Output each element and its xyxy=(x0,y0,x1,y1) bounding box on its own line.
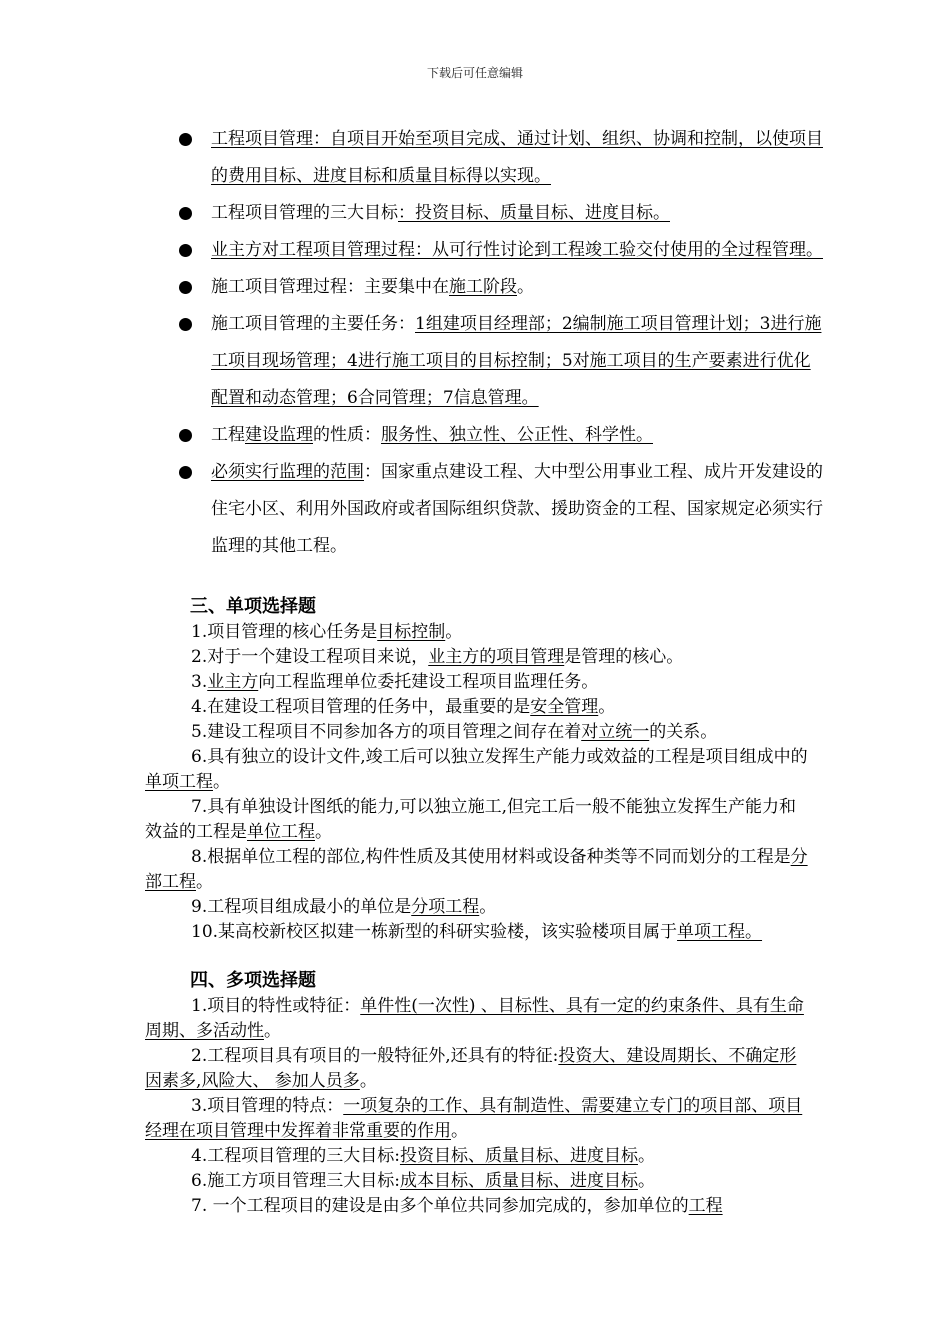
bullet-list xyxy=(177,121,827,565)
underlined-text: 投资目标、质量目标、进度目标 xyxy=(399,1146,638,1166)
text-run: 工程项目管理的三大目标 xyxy=(211,203,398,223)
text-run: 施工项目管理的主要任务： xyxy=(211,314,415,334)
underlined-text: 单项工程。 xyxy=(677,922,763,942)
question-item xyxy=(145,645,810,670)
underlined-text: 目标控制 xyxy=(377,622,446,642)
question-item xyxy=(145,1194,810,1219)
bullet-dot-icon xyxy=(179,281,192,294)
question-item xyxy=(145,1094,810,1144)
question-item xyxy=(145,745,810,795)
question-item xyxy=(145,1169,810,1194)
text-run: 3.项目管理的特点： xyxy=(191,1096,344,1116)
text-run: 7.具有单独设计图纸的能力,可以独立施工,但完工后一般不能独立发挥生产能力和效益的工程是 xyxy=(145,797,797,842)
underlined-text: 业主方 xyxy=(207,672,259,692)
text-run: 。 xyxy=(637,1171,655,1191)
underlined-text: 成本目标、质量目标、进度目标 xyxy=(399,1171,638,1191)
text-run: 。 xyxy=(637,1146,655,1166)
text-run: 。 xyxy=(451,1121,468,1141)
section-title: 四、多项选择题 xyxy=(190,970,316,991)
text-run: 7. 一个工程项目的建设是由多个单位共同参加完成的，参加单位的 xyxy=(191,1196,689,1216)
text-run: 施工项目管理过程：主要集中在 xyxy=(211,277,449,297)
question-item xyxy=(145,695,810,720)
bullet-item xyxy=(177,417,827,454)
underlined-text: 业主方的项目管理 xyxy=(428,647,565,667)
section-multiple-choice xyxy=(145,967,810,1219)
section-single-choice xyxy=(145,593,810,945)
bullet-item xyxy=(177,232,827,269)
underlined-text: 对立统一 xyxy=(581,722,650,742)
question-item xyxy=(145,920,810,945)
underlined-text: 1组建项目经理部；2编制施工项目管理计划；3进行施工项目现场管理；4进行施工项目的目标控制；5对施工项目的生产要素进行优化配置和动态管理；6合同管理；7信息管理。 xyxy=(211,314,822,408)
text-run: 10.某高校新校区拟建一栋新型的科研实验楼，该实验楼项目属于 xyxy=(191,922,678,942)
bullet-dot-icon xyxy=(179,207,192,220)
question-item xyxy=(145,994,810,1044)
text-run: 。 xyxy=(598,697,616,717)
question-item xyxy=(145,845,810,895)
section-title: 三、单项选择题 xyxy=(190,596,316,617)
question-item xyxy=(145,795,810,845)
bullet-dot-icon xyxy=(179,318,192,331)
bullet-item xyxy=(177,269,827,306)
text-run: 6.具有独立的设计文件,竣工后可以独立发挥生产能力或效益的工程是项目组成中的 xyxy=(191,747,808,767)
bullet-dot-icon xyxy=(179,429,192,442)
text-run: 9.工程项目组成最小的单位是 xyxy=(191,897,412,917)
underlined-text: 投资大、建设周期长、不确定形因素多,风险大、 参加人员多 xyxy=(145,1046,797,1091)
text-run: 。 xyxy=(359,1071,377,1091)
bullet-dot-icon xyxy=(179,244,192,257)
question-item xyxy=(145,1144,810,1169)
page-header: 下载后可任意编辑 xyxy=(426,66,523,80)
text-run: 1.项目的特性或特征： xyxy=(191,996,361,1016)
text-run: 5.建设工程项目不同参加各方的项目管理之间存在着 xyxy=(191,722,582,742)
text-run: 3. xyxy=(191,672,208,692)
text-run: 。 xyxy=(264,1021,281,1041)
text-run: 。 xyxy=(479,897,497,917)
question-item xyxy=(145,620,810,645)
bullet-dot-icon xyxy=(179,133,192,146)
bullet-item xyxy=(177,195,827,232)
underlined-text: ：投资目标、质量目标、进度目标。 xyxy=(398,203,670,223)
text-run: 1.项目管理的核心任务是 xyxy=(191,622,378,642)
text-run: 。 xyxy=(196,872,213,892)
question-item xyxy=(145,895,810,920)
underlined-text: 必须实行监理的范围 xyxy=(211,462,364,482)
underlined-text: 业主方对工程项目管理过程：从可行性讨论到工程竣工验交付使用的全过程管理。 xyxy=(211,240,823,260)
underlined-text: 分部工程 xyxy=(145,847,808,892)
underlined-text: 单项工程 xyxy=(145,772,213,792)
text-run: 8.根据单位工程的部位,构件性质及其使用材料或设备种类等不同而划分的工程是 xyxy=(191,847,791,867)
text-run: 2.对于一个建设工程项目来说， xyxy=(191,647,429,667)
underlined-text: 工程项目管理：自项目开始至项目完成、通过计划、组织、协调和控制，以使项目的费用目标、进度目标和质量目标得以实现。 xyxy=(211,129,823,186)
underlined-text: 工程 xyxy=(688,1196,723,1216)
text-run: 4.在建设工程项目管理的任务中，最重要的是 xyxy=(191,697,531,717)
text-run: 工程 xyxy=(211,425,245,445)
text-run: 。 xyxy=(213,772,230,792)
bullet-item xyxy=(177,306,827,417)
text-run: 的关系。 xyxy=(649,722,718,742)
underlined-text: 安全管理 xyxy=(530,697,599,717)
underlined-text: 服务性、独立性、公正性、科学性。 xyxy=(381,425,653,445)
underlined-text: 单位工程 xyxy=(247,822,315,842)
question-item xyxy=(145,670,810,695)
text-run: 。 xyxy=(517,277,534,297)
underlined-text: 分项工程 xyxy=(411,897,480,917)
underlined-text: 建设监理 xyxy=(245,425,313,445)
text-run: 向工程监理单位委托建设工程项目监理任务。 xyxy=(258,672,599,692)
bullet-dot-icon xyxy=(179,466,192,479)
underlined-text: 施工阶段 xyxy=(449,277,517,297)
text-run: 。 xyxy=(445,622,463,642)
text-run: ：国家重点建设工程、大中型公用事业工程、成片开发建设的住宅小区、利用外国政府或者国际组织贷款、援助资金的工程、国家规定必须实行监理的其他工程。 xyxy=(211,462,823,556)
question-item xyxy=(145,1044,810,1094)
text-run: 4.工程项目管理的三大目标: xyxy=(191,1146,400,1166)
text-run: 6.施工方项目管理三大目标: xyxy=(191,1171,400,1191)
text-run: 是管理的核心。 xyxy=(564,647,684,667)
text-run: 。 xyxy=(315,822,332,842)
text-run: 的性质： xyxy=(313,425,381,445)
underlined-text: 单件性(一次性) 、目标性、具有一定的约束条件、具有生命周期、多活动性 xyxy=(145,996,804,1041)
question-item xyxy=(145,720,810,745)
bullet-item xyxy=(177,454,827,565)
text-run: 2.工程项目具有项目的一般特征外,还具有的特征: xyxy=(191,1046,559,1066)
underlined-text: 一项复杂的工作、具有制造性、需要建立专门的项目部、项目经理在项目管理中发挥着非常重要的作用 xyxy=(145,1096,803,1141)
bullet-item xyxy=(177,121,827,195)
